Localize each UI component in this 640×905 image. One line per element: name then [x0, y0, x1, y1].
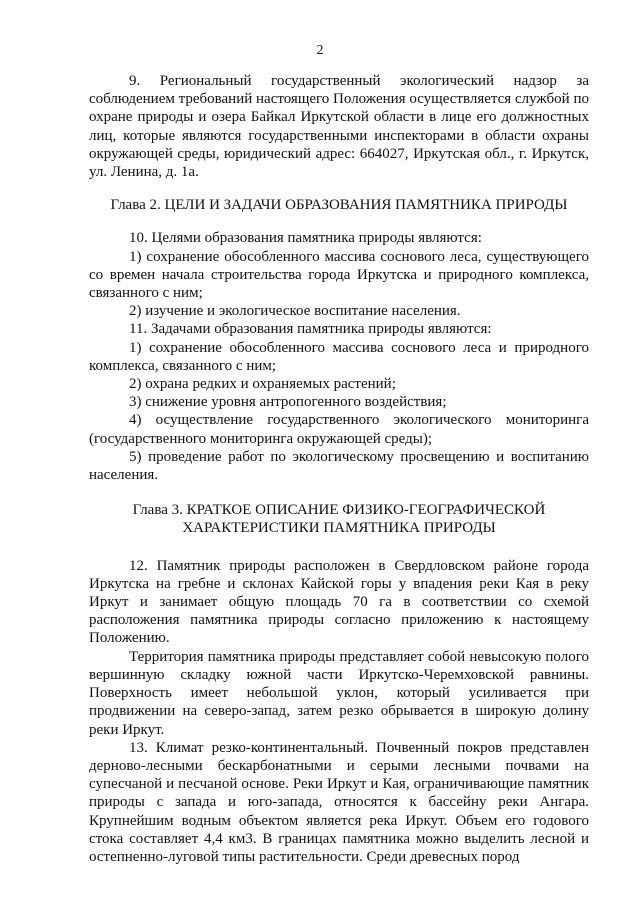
chapter-2-heading: Глава 2. ЦЕЛИ И ЗАДАЧИ ОБРАЗОВАНИЯ ПАМЯТНИКА ПРИРОДЫ	[110, 197, 568, 214]
page-number: 2	[316, 43, 324, 58]
chapter-3-heading-line-1: Глава 3. КРАТКОЕ ОПИСАНИЕ ФИЗИКО-ГЕОГРАФИЧЕСКОЙ	[132, 502, 546, 519]
paragraph-task-3: 3) снижение уровня антропогенного воздействия;	[129, 394, 447, 411]
chapter-3-heading-line-2: ХАРАКТЕРИСТИКИ ПАМЯТНИКА ПРИРОДЫ	[182, 520, 496, 537]
paragraph-item-9: 9. Региональный государственный экологический надзор за соблюдением требований настоящего Положения осуществляется службой по охране природы и озера Байкал Иркутской области в лице его должностных лиц, которые являются государственными инспекторами в области охраны окружающей среды, юридический адрес: 664027, Иркутская обл., г. Иркутск, ул. Ленина, д. 1а.	[89, 73, 589, 181]
paragraph-goal-2: 2) изучение и экологическое воспитание населения.	[129, 303, 461, 320]
paragraph-item-11: 11. Задачами образования памятника природы являются:	[129, 321, 492, 338]
document-body	[89, 72, 589, 866]
paragraph-territory: Территория памятника природы представляет собой невысокую полого вершинную складку южной части Иркутско-Черемховской равнины. Поверхность имеет небольшой уклон, который усиливается при продвижении на северо-запад, затем резко обрывается в широкую долину реки Иркут.	[89, 648, 589, 738]
paragraph-item-12: 12. Памятник природы расположен в Свердловском районе города Иркутска на гребне и склонах Кайской горы у впадения реки Кая в реку Иркут и занимает общую площадь 70 га в соответствии со схемой расположения памятника природы согласно приложению к настоящему Положению.	[89, 557, 589, 647]
paragraph-task-4: 4) осуществление государственного экологического мониторинга (государственного мониторинга окружающей среды);	[89, 412, 589, 447]
paragraph-item-10: 10. Целями образования памятника природы являются:	[129, 230, 482, 247]
paragraph-task-1: 1) сохранение обособленного массива соснового леса и природного комплекса, связанного с ним;	[89, 339, 589, 374]
paragraph-task-2: 2) охрана редких и охраняемых растений;	[129, 376, 396, 393]
paragraph-goal-1: 1) сохранение обособленного массива соснового леса, существующего со времен начала строительства города Иркутска и природного комплекса, связанного с ним;	[89, 248, 589, 302]
paragraph-item-13: 13. Климат резко-континентальный. Почвенный покров представлен дерново-лесными бескарбонатными и серыми лесными почвами на супесчаной и песчаной основе. Реки Иркут и Кая, ограничивающие памятник природы с запада и юго-запада, относятся к бассейну реки Ангара. Крупнейшим водным объектом является река Иркут. Объем его годового стока составляет 4,4 км3. В границах памятника можно выделить лесной и остепненно-луговой типы растительности. Среди древесных пород	[89, 739, 589, 865]
chapter-3-heading	[89, 501, 589, 537]
paragraph-task-5: 5) проведение работ по экологическому просвещению и воспитанию населения.	[89, 448, 589, 484]
